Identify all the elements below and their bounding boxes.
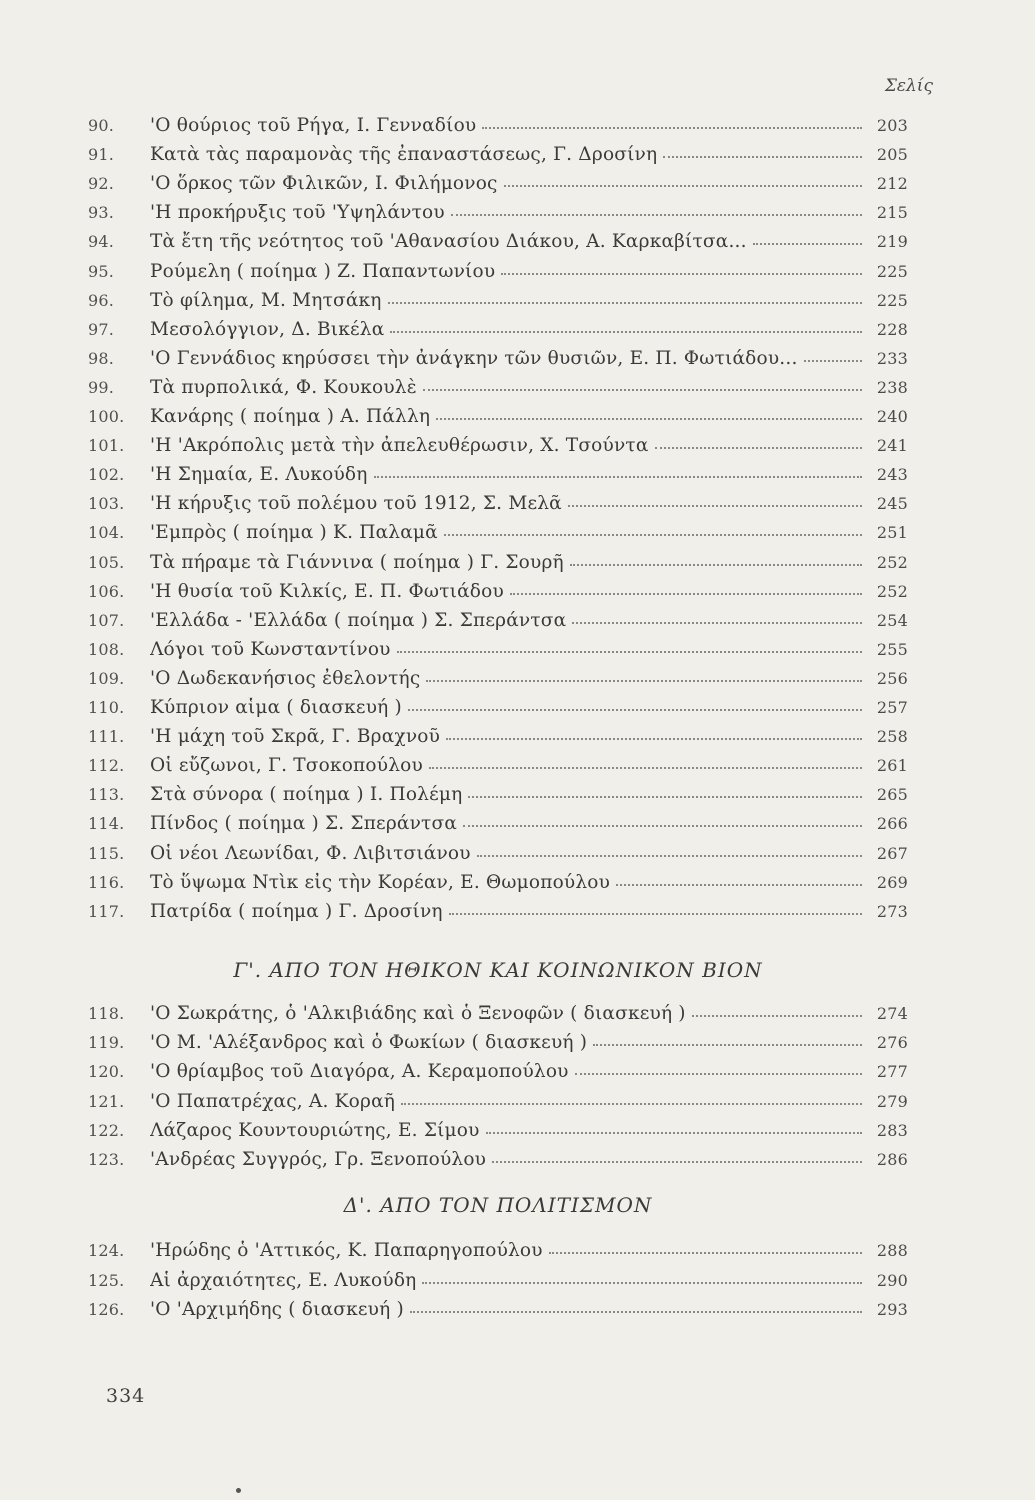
entry-page: 254	[876, 610, 908, 630]
entry-page: 219	[876, 232, 908, 252]
leader-dots	[436, 404, 862, 420]
toc-entry	[88, 1003, 908, 1029]
toc-entry	[88, 1091, 908, 1117]
entry-number: 92.	[88, 174, 115, 194]
leader-dots	[482, 113, 862, 129]
entry-title: 'Ο θούριος τοῦ Ρήγα, Ι. Γενναδίου	[150, 115, 477, 136]
entry-title: Κύπριον αἷμα ( διασκευή )	[150, 697, 402, 718]
entry-page: 261	[876, 756, 908, 776]
entry-number: 118.	[88, 1004, 125, 1023]
leader-dots	[593, 1030, 862, 1046]
entry-number: 109.	[88, 668, 125, 688]
toc-entry	[88, 784, 908, 810]
entry-title: 'Ο Σωκράτης, ὁ 'Αλκιβιάδης καὶ ὁ Ξενοφῶν ( διασκευή )	[150, 1003, 686, 1024]
entry-page: 251	[876, 523, 908, 543]
toc-entry	[88, 348, 908, 374]
entry-page: 288	[876, 1241, 908, 1260]
toc-entry	[88, 901, 908, 927]
entry-title: Μεσολόγγιον, Δ. Βικέλα	[150, 318, 385, 340]
entry-number: 114.	[88, 814, 125, 834]
entry-page: 277	[876, 1062, 908, 1082]
toc-entry	[88, 202, 908, 228]
leader-dots	[655, 433, 862, 449]
entry-number: 111.	[88, 727, 125, 747]
entry-title: Οἱ νέοι Λεωνίδαι, Φ. Λιβιτσιάνου	[150, 842, 471, 864]
entry-number: 122.	[88, 1120, 125, 1140]
toc-entry	[88, 406, 908, 432]
entry-page: 279	[876, 1091, 908, 1111]
leader-dots	[410, 1297, 862, 1313]
entry-title: Τὸ φίλημα, Μ. Μητσάκη	[150, 289, 382, 311]
toc-entry	[88, 231, 908, 257]
entry-title: Λάζαρος Κουντουριώτης, Ε. Σίμου	[150, 1119, 480, 1141]
entry-number: 99.	[88, 377, 115, 397]
entry-page: 293	[876, 1300, 908, 1319]
toc-entry	[88, 610, 908, 636]
entry-page: 290	[876, 1270, 908, 1290]
entry-page: 266	[876, 814, 908, 834]
leader-dots	[616, 870, 862, 886]
toc-entry	[88, 493, 908, 519]
entry-number: 102.	[88, 465, 125, 485]
entry-title: Πατρίδα ( ποίημα ) Γ. Δροσίνη	[150, 900, 443, 922]
entry-number: 101.	[88, 436, 125, 456]
entry-title: Οἱ εὔζωνοι, Γ. Τσοκοπούλου	[150, 755, 423, 777]
entry-title: Τὰ πήραμε τὰ Γιάννινα ( ποίημα ) Γ. Σουρῆ	[150, 551, 564, 573]
entry-title: 'Ηρώδης ὁ 'Αττικός, Κ. Παπαρηγοπούλου	[150, 1240, 543, 1261]
toc-entry	[88, 697, 908, 723]
entry-title: 'Ο Γεννάδιος κηρύσσει τὴν ἀνάγκην τῶν θυσιῶν, Ε. Π. Φωτιάδου...	[150, 347, 798, 369]
entry-title: 'Η προκήρυξις τοῦ 'Υψηλάντου	[150, 202, 445, 224]
entry-number: 119.	[88, 1033, 125, 1053]
entry-page: 258	[876, 727, 908, 747]
entry-title: 'Η θυσία τοῦ Κιλκίς, Ε. Π. Φωτιάδου	[150, 580, 504, 602]
leader-dots	[568, 491, 862, 507]
entry-title: 'Ανδρέας Συγγρός, Γρ. Ξενοπούλου	[150, 1149, 487, 1170]
entry-page: 243	[876, 465, 908, 485]
toc-entry	[88, 261, 908, 287]
page-column-header: Σελίς	[884, 76, 933, 96]
entry-number: 108.	[88, 639, 125, 659]
entry-number: 94.	[88, 232, 115, 252]
toc-entry	[88, 755, 908, 781]
toc-entry	[88, 173, 908, 199]
toc-entry	[88, 522, 908, 548]
entry-page: 203	[876, 116, 908, 135]
entry-number: 126.	[88, 1300, 125, 1319]
entry-title: Τὸ ὕψωμα Ντὶκ εἰς τὴν Κορέαν, Ε. Θωμοπούλου	[150, 871, 611, 893]
entry-title: Κατὰ τὰς παραμονὰς τῆς ἐπαναστάσεως, Γ. Δροσίνη	[150, 144, 658, 166]
entry-number: 98.	[88, 348, 115, 368]
entry-number: 105.	[88, 552, 125, 572]
leader-dots	[426, 666, 862, 682]
entry-number: 117.	[88, 901, 125, 921]
entry-title: 'Η μάχη τοῦ Σκρᾶ, Γ. Βραχνοῦ	[150, 726, 441, 748]
leader-dots	[504, 171, 862, 187]
section-heading-c: Γ'. ΑΠΟ ΤΟΝ ΗΘΙΚΟΝ ΚΑΙ ΚΟΙΝΩΝΙΚΟΝ ΒΙΟΝ	[233, 958, 763, 982]
leader-dots	[501, 259, 862, 275]
toc-entry	[88, 1149, 908, 1175]
leader-dots	[422, 1268, 862, 1284]
entry-page: 238	[876, 377, 908, 397]
leader-dots	[477, 841, 862, 857]
entry-title: Στὰ σύνορα ( ποίημα ) Ι. Πολέμη	[150, 784, 463, 806]
toc-entry	[88, 552, 908, 578]
entry-page: 240	[876, 407, 908, 426]
entry-title: 'Ο θρίαμβος τοῦ Διαγόρα, Α. Κεραμοπούλου	[150, 1061, 569, 1083]
entry-number: 125.	[88, 1270, 125, 1290]
entry-title: 'Η κήρυξις τοῦ πολέμου τοῦ 1912, Σ. Μελᾶ	[150, 493, 562, 515]
leader-dots	[388, 288, 862, 304]
entry-page: 286	[876, 1150, 908, 1169]
entry-number: 112.	[88, 756, 125, 776]
leader-dots	[423, 375, 862, 391]
entry-page: 267	[876, 843, 908, 863]
leader-dots	[492, 1147, 862, 1163]
entry-number: 121.	[88, 1091, 125, 1111]
entry-number: 97.	[88, 319, 115, 339]
leader-dots	[570, 550, 862, 566]
leader-dots	[753, 229, 862, 245]
leader-dots	[408, 695, 862, 711]
leader-dots	[449, 899, 862, 915]
entry-number: 91.	[88, 145, 115, 165]
entry-number: 106.	[88, 581, 125, 601]
entry-page: 283	[876, 1120, 908, 1140]
leader-dots	[451, 200, 862, 216]
entry-page: 233	[876, 348, 908, 368]
leader-dots	[444, 520, 862, 536]
toc-entry	[88, 581, 908, 607]
leader-dots	[486, 1118, 862, 1134]
entry-page: 265	[876, 785, 908, 805]
page-number: 334	[106, 1385, 146, 1407]
entry-number: 96.	[88, 290, 115, 310]
toc-entry	[88, 726, 908, 752]
entry-title: 'Ελλάδα - 'Ελλάδα ( ποίημα ) Σ. Σπεράντσα	[150, 609, 567, 631]
leader-dots	[575, 1059, 862, 1075]
entry-number: 116.	[88, 872, 125, 892]
entry-title: 'Η Σημαία, Ε. Λυκούδη	[150, 464, 368, 486]
entry-page: 269	[876, 872, 908, 892]
leader-dots	[463, 811, 862, 827]
toc-entry	[88, 115, 908, 141]
entry-title: 'Ο ὅρκος τῶν Φιλικῶν, Ι. Φιλήμονος	[150, 173, 498, 195]
paper-speck	[236, 1488, 241, 1493]
toc-entry	[88, 639, 908, 665]
entry-number: 124.	[88, 1241, 125, 1260]
toc-entry	[88, 1240, 908, 1266]
entry-page: 273	[876, 901, 908, 921]
entry-page: 241	[876, 436, 908, 456]
entry-page: 245	[876, 494, 908, 514]
toc-entry	[88, 319, 908, 345]
entry-number: 113.	[88, 785, 125, 805]
entry-page: 212	[876, 174, 908, 194]
toc-entry	[88, 1299, 908, 1325]
entry-page: 205	[876, 145, 908, 165]
entry-page: 228	[876, 319, 908, 339]
toc-entry	[88, 843, 908, 869]
toc-entry	[88, 872, 908, 898]
entry-number: 123.	[88, 1150, 125, 1169]
entry-title: Πίνδος ( ποίημα ) Σ. Σπεράντσα	[150, 813, 458, 835]
leader-dots	[397, 637, 862, 653]
leader-dots	[804, 346, 862, 362]
entry-title: Τὰ ἔτη τῆς νεότητος τοῦ 'Αθανασίου Διάκου, Α. Καρκαβίτσα...	[150, 231, 747, 253]
toc-entry	[88, 377, 908, 403]
entry-title: 'Ο 'Αρχιμήδης ( διασκευή )	[150, 1299, 404, 1320]
entry-page: 276	[876, 1033, 908, 1053]
entry-page: 274	[876, 1004, 908, 1023]
leader-dots	[510, 579, 862, 595]
toc-entry	[88, 1270, 908, 1296]
leader-dots	[401, 1089, 862, 1105]
leader-dots	[468, 782, 862, 798]
entry-title: 'Ο Παπατρέχας, Α. Κοραῆ	[150, 1090, 396, 1112]
entry-title: Αἱ ἀρχαιότητες, Ε. Λυκούδη	[150, 1269, 417, 1291]
leader-dots	[663, 142, 862, 158]
toc-entry	[88, 435, 908, 461]
entry-page: 252	[876, 552, 908, 572]
toc-entry	[88, 1120, 908, 1146]
toc-entry	[88, 1032, 908, 1058]
leader-dots	[446, 724, 862, 740]
leader-dots	[429, 753, 862, 769]
entry-number: 103.	[88, 494, 125, 514]
entry-page: 215	[876, 203, 908, 223]
entry-number: 104.	[88, 523, 125, 543]
toc-entry	[88, 1061, 908, 1087]
entry-number: 115.	[88, 843, 125, 863]
entry-number: 107.	[88, 610, 125, 630]
entry-title: Τὰ πυρπολικά, Φ. Κουκουλὲ	[150, 376, 417, 398]
leader-dots	[549, 1238, 862, 1254]
toc-entry	[88, 813, 908, 839]
entry-title: 'Εμπρὸς ( ποίημα ) Κ. Παλαμᾶ	[150, 522, 438, 544]
entry-number: 100.	[88, 407, 125, 426]
toc-entry	[88, 290, 908, 316]
entry-page: 225	[876, 290, 908, 310]
leader-dots	[374, 462, 862, 478]
entry-number: 110.	[88, 698, 125, 717]
entry-page: 225	[876, 261, 908, 281]
leader-dots	[390, 317, 862, 333]
entry-title: Ρούμελη ( ποίημα ) Ζ. Παπαντωνίου	[150, 260, 496, 282]
leader-dots	[692, 1001, 862, 1017]
entry-page: 256	[876, 668, 908, 688]
toc-entry	[88, 144, 908, 170]
section-heading-d: Δ'. ΑΠΟ ΤΟΝ ΠΟΛΙΤΙΣΜΟΝ	[343, 1193, 653, 1217]
entry-number: 93.	[88, 203, 115, 223]
entry-page: 255	[876, 639, 908, 659]
entry-title: Κανάρης ( ποίημα ) Α. Πάλλη	[150, 406, 431, 427]
entry-page: 252	[876, 581, 908, 601]
entry-number: 90.	[88, 116, 115, 135]
entry-title: 'Ο Μ. 'Αλέξανδρος καὶ ὁ Φωκίων ( διασκευή )	[150, 1032, 588, 1054]
toc-entry	[88, 668, 908, 694]
entry-title: 'Ο Δωδεκανήσιος ἐθελοντής	[150, 667, 421, 689]
entry-title: 'Η 'Ακρόπολις μετὰ τὴν ἀπελευθέρωσιν, Χ. Τσούντα	[150, 435, 649, 457]
leader-dots	[572, 608, 862, 624]
entry-number: 120.	[88, 1062, 125, 1082]
toc-entry	[88, 464, 908, 490]
entry-title: Λόγοι τοῦ Κωνσταντίνου	[150, 638, 391, 660]
entry-number: 95.	[88, 261, 115, 281]
entry-page: 257	[876, 698, 908, 717]
